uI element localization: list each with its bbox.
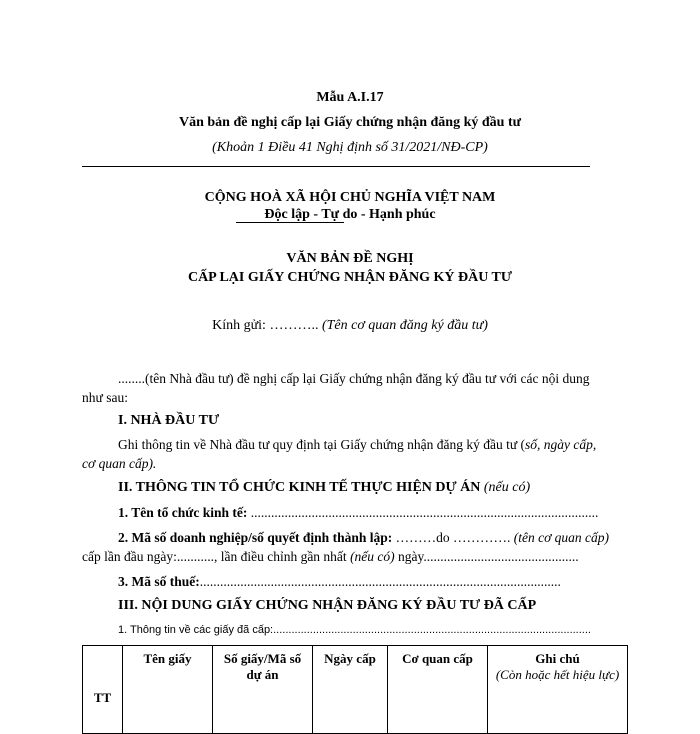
col-header-notes: [488, 646, 628, 734]
recipient-value: (Tên cơ quan đăng ký đầu tư): [318, 318, 488, 333]
item-2-line: [118, 530, 609, 546]
request-title-line2: CẤP LẠI GIẤY CHỨNG NHẬN ĐĂNG KÝ ĐẦU TƯ: [187, 270, 513, 285]
item-3-line: [118, 574, 561, 590]
section-3-subheading: 1. Thông tin về các giấy đã cấp:........................................................................................................: [118, 624, 591, 636]
item-1-label: 1. Tên tổ chức kinh tế:: [118, 505, 251, 520]
section-2-heading: [118, 480, 530, 496]
section-1-text-line2: cơ quan cấp).: [82, 456, 157, 471]
certificates-table: [82, 645, 628, 734]
section-2-heading-note: (nếu có): [483, 480, 531, 495]
item-2-label: 2. Mã số doanh nghiệp/số quyết định thành lập:: [118, 530, 396, 545]
section-1-text-line1: [118, 437, 596, 453]
country-name: CỘNG HOÀ XÃ HỘI CHỦ NGHĨA VIỆT NAM: [204, 190, 496, 205]
national-motto: Độc lập - Tự do - Hạnh phúc: [264, 207, 436, 222]
recipient-line: [0, 318, 700, 334]
item-2-note: (tên cơ quan cấp): [513, 530, 610, 545]
col-header-date: Ngày cấp: [313, 646, 388, 734]
col-header-notes-sub: (Còn hoặc hết hiệu lực): [495, 667, 620, 682]
section-3-heading: III. NỘI DUNG GIẤY CHỨNG NHẬN ĐĂNG KÝ ĐẦU TƯ ĐÃ CẤP: [118, 598, 537, 613]
motto-underline: [236, 222, 344, 223]
col-header-tt: TT: [83, 646, 123, 734]
col-header-name: Tên giấy: [123, 646, 213, 734]
item-3-dots: ...........................................................................................................: [199, 574, 561, 589]
item-3-label: 3. Mã số thuế:: [118, 574, 200, 589]
col-header-agency: Cơ quan cấp: [388, 646, 488, 734]
item-2-line2-b: ngày..............................................: [394, 549, 579, 564]
item-2-line2: [82, 549, 579, 565]
item-2-line2-note: (nếu có): [350, 549, 395, 564]
col-header-number: Số giấy/Mã số dự án: [213, 646, 313, 734]
col-header-notes-title: Ghi chú: [535, 651, 580, 666]
request-title-line1: VĂN BẢN ĐỀ NGHỊ: [286, 251, 414, 266]
table-header-row: [83, 646, 628, 734]
recipient-label: Kính gửi: ………..: [212, 318, 319, 333]
item-1-line: [118, 505, 598, 521]
document-title: Văn bản đề nghị cấp lại Giấy chứng nhận đăng ký đầu tư: [178, 115, 522, 130]
section-1-heading: I. NHÀ ĐẦU TƯ: [118, 413, 220, 428]
item-2-mid: ………do ………….: [395, 530, 514, 545]
header-divider: [82, 166, 590, 167]
intro-line1: ........(tên Nhà đầu tư) đề nghị cấp lại Giấy chứng nhận đăng ký đầu tư với các nội dung: [118, 371, 590, 386]
form-code: Mẫu A.I.17: [316, 90, 384, 105]
section-1-text: Ghi thông tin về Nhà đầu tư quy định tại Giấy chứng nhận đăng ký đầu tư (: [118, 437, 526, 452]
section-2-heading-text: II. THÔNG TIN TỔ CHỨC KINH TẾ THỰC HIỆN DỰ ÁN: [118, 480, 484, 495]
item-1-dots: .......................................................................................................: [250, 505, 599, 520]
item-2-line2-a: cấp lần đầu ngày:..........., lần điều chỉnh gần nhất: [82, 549, 351, 564]
legal-basis: (Khoản 1 Điều 41 Nghị định số 31/2021/NĐ-CP): [212, 140, 488, 155]
intro-line2: như sau:: [82, 390, 128, 405]
section-1-text-italic: số, ngày cấp,: [525, 437, 597, 452]
